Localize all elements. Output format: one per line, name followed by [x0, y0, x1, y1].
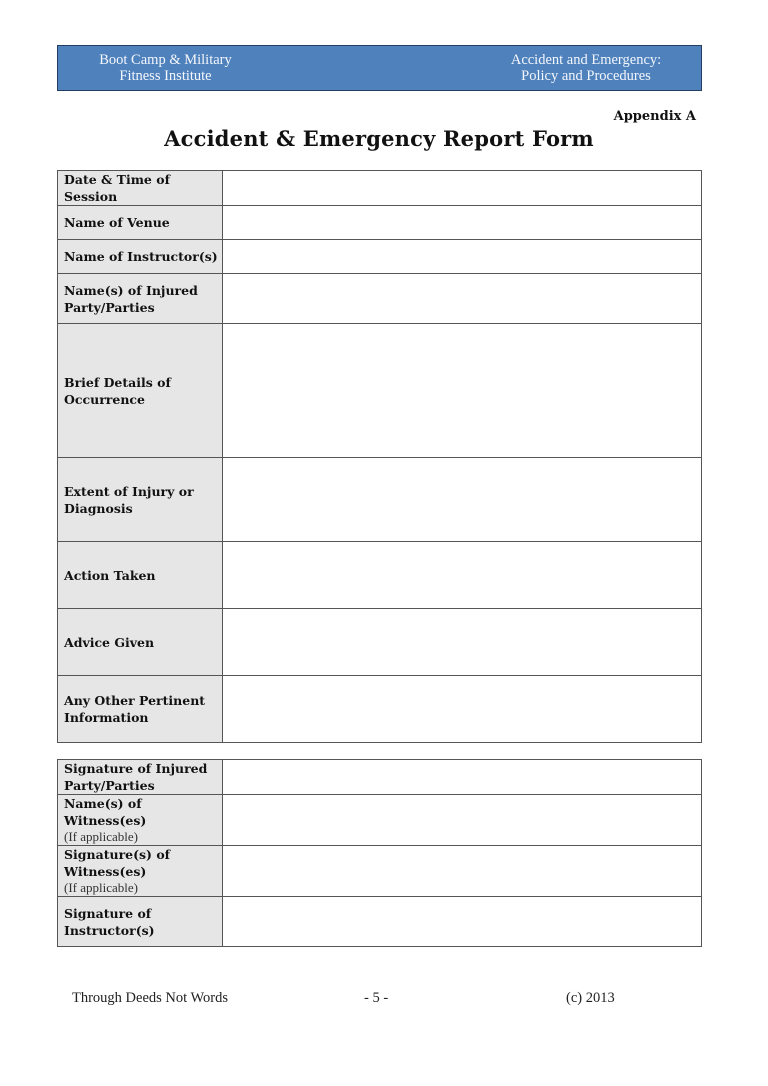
venue-field[interactable]	[223, 206, 702, 240]
witness-signatures-field[interactable]	[223, 846, 702, 897]
injured-party-signature-field[interactable]	[223, 760, 702, 795]
field-note: (If applicable)	[64, 829, 138, 844]
header-section-line-1: Accident and Emergency:	[510, 52, 662, 68]
footer-motto: Through Deeds Not Words	[72, 990, 229, 1006]
incident-details-table	[57, 170, 702, 743]
date-time-field[interactable]	[223, 171, 702, 206]
form-row-advice-given	[58, 609, 702, 676]
advice-given-field[interactable]	[223, 609, 702, 676]
form-row-injured-party	[58, 274, 702, 324]
form-row-injured-signature	[58, 760, 702, 795]
occurrence-details-field[interactable]	[223, 324, 702, 458]
instructor-name-field[interactable]	[223, 240, 702, 274]
other-information-field[interactable]	[223, 676, 702, 743]
footer-copyright: (c) 2013	[566, 990, 615, 1006]
field-label-text: Signature of Instructor(s)	[64, 905, 155, 938]
field-label-text: Name(s) of Witness(es)	[64, 796, 147, 828]
injury-extent-field[interactable]	[223, 458, 702, 542]
page-title: Accident & Emergency Report Form	[164, 126, 594, 151]
header-section-line-2: Policy and Procedures	[521, 68, 651, 84]
form-row-other-information	[58, 676, 702, 743]
field-label: Date & Time of Session	[58, 171, 223, 206]
form-row-injury-extent	[58, 458, 702, 542]
form-row-date-time	[58, 171, 702, 206]
signatures-table	[57, 759, 702, 947]
field-label: Any Other Pertinent Information	[58, 676, 223, 743]
action-taken-field[interactable]	[223, 542, 702, 609]
form-row-instructor-signature	[58, 897, 702, 947]
header-organization	[58, 52, 273, 84]
header-org-line-1: Boot Camp & Military	[99, 52, 232, 68]
field-label: Name of Instructor(s)	[58, 240, 223, 274]
appendix-label: Appendix A	[613, 109, 696, 124]
form-row-action-taken	[58, 542, 702, 609]
field-label	[58, 846, 223, 897]
field-label: Action Taken	[58, 542, 223, 609]
header-org-line-2: Fitness Institute	[119, 68, 212, 84]
field-label: Advice Given	[58, 609, 223, 676]
form-row-witness-signatures	[58, 846, 702, 897]
field-label: Brief Details of Occurrence	[58, 324, 223, 458]
field-label-text: Signature of Injured Party/Parties	[64, 761, 208, 793]
field-label	[58, 795, 223, 846]
form-row-witness-names	[58, 795, 702, 846]
field-label-text: Signature(s) of Witness(es)	[64, 847, 171, 879]
field-label: Name(s) of Injured Party/Parties	[58, 274, 223, 324]
page-header-banner	[57, 45, 702, 91]
form-row-instructor	[58, 240, 702, 274]
form-row-occurrence-details	[58, 324, 702, 458]
field-label	[58, 760, 223, 795]
footer-page-number: - 5 -	[364, 990, 389, 1006]
field-note: (If applicable)	[64, 880, 138, 895]
witness-names-field[interactable]	[223, 795, 702, 846]
field-label: Name of Venue	[58, 206, 223, 240]
field-label: Extent of Injury or Diagnosis	[58, 458, 223, 542]
instructor-signature-field[interactable]	[223, 897, 702, 947]
header-document-section	[471, 52, 701, 84]
injured-party-name-field[interactable]	[223, 274, 702, 324]
form-row-venue	[58, 206, 702, 240]
field-label	[58, 897, 223, 947]
